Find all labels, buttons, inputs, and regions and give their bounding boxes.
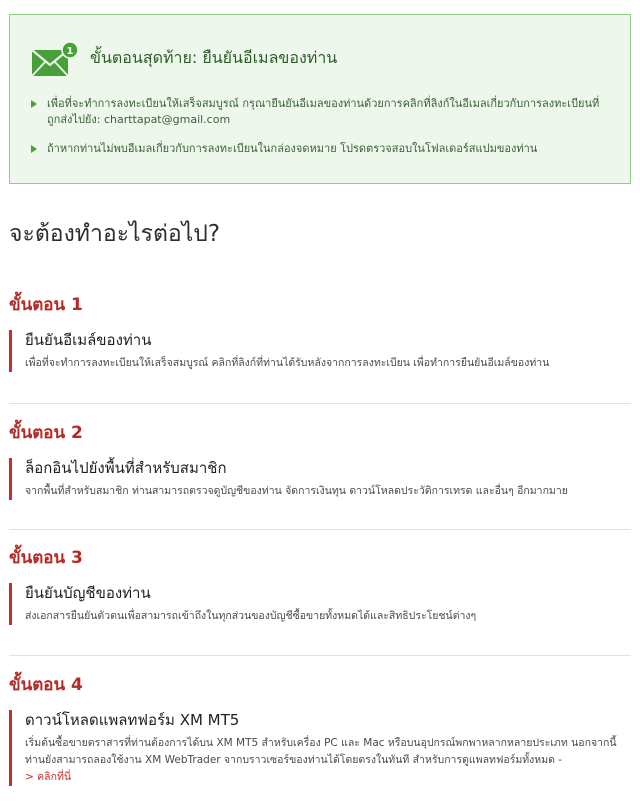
step-label: ขั้นตอน 2 bbox=[9, 423, 83, 443]
step-1 bbox=[9, 294, 631, 369]
step-description: จากพื้นที่สำหรับสมาชิก ท่านสามารถตรวจดูบัญชีของท่าน จัดการเงินทุน ดาวน์โหลดประวัติการเทรด และอื่นๆ อีกมากมาย bbox=[25, 485, 568, 497]
step-title: ล็อกอินไปยังพื้นที่สำหรับสมาชิก bbox=[25, 459, 227, 477]
step-description-text: เริ่มต้นซื้อขายตราสารที่ท่านต้องการได้บน XM MT5 สำหรับเครื่อง PC และ Mac หรือบนอุปกรณ์พกพาหลากหลายประเภท นอกจากนี้ท่านยังสามารถลองใช้งาน XM WebTrader จากบราวเซอร์ของท่านได้โดยตรงในทันที สำหรับการดูแพลทฟอร์มทั้งหมด - bbox=[25, 737, 617, 766]
step-description: ส่งเอกสารยืนยันตัวตนเพื่อสามารถเข้าถึงในทุกส่วนของบัญชีซื้อขายทั้งหมดได้และสิทธิประโยชน์ต่างๆ bbox=[25, 610, 477, 622]
step-label: ขั้นตอน 1 bbox=[9, 295, 83, 315]
step-body bbox=[9, 710, 631, 786]
triangle-bullet-icon bbox=[31, 145, 37, 153]
step-title: ดาวน์โหลดแพลทฟอร์ม XM MT5 bbox=[25, 711, 240, 729]
next-steps-heading: จะต้องทำอะไรต่อไป? bbox=[9, 221, 221, 247]
step-4 bbox=[9, 674, 631, 783]
step-body bbox=[9, 583, 631, 625]
notice-header bbox=[31, 42, 591, 78]
step-title: ยืนยันบัญชีของท่าน bbox=[25, 584, 151, 602]
step-label: ขั้นตอน 3 bbox=[9, 548, 83, 568]
platforms-link[interactable]: > คลิกที่นี่ bbox=[25, 771, 72, 783]
notice-title: ขั้นตอนสุดท้าย: ยืนยันอีเมลของท่าน bbox=[90, 48, 338, 67]
notice-item-text: ถ้าหากท่านไม่พบอีเมลเกี่ยวกับการลงทะเบียนในกล่องจดหมาย โปรดตรวจสอบในโฟลเดอร์สแปมของท่าน bbox=[47, 142, 538, 155]
step-divider bbox=[9, 403, 631, 404]
notice-item-check-spam bbox=[31, 141, 611, 157]
email-confirmation-notice bbox=[9, 14, 631, 184]
step-title: ยืนยันอีเมล์ของท่าน bbox=[25, 331, 152, 349]
step-divider bbox=[9, 655, 631, 656]
notice-item-text: เพื่อที่จะทำการลงทะเบียนให้เสร็จสมบูรณ์ กรุณายืนยันอีเมลของท่านด้วยการคลิกที่ลิงก์ในอีเมลเกี่ยวกับการลงทะเบียนที่ถูกส่งไปยัง: charttapat@gmail.com bbox=[47, 97, 600, 126]
step-description: เพื่อที่จะทำการลงทะเบียนให้เสร็จสมบูรณ์ คลิกที่ลิงก์ที่ท่านได้รับหลังจากการลงทะเบียน เพื่อทำการยืนยันอีเมล์ของท่าน bbox=[25, 357, 550, 369]
notice-item-confirm-email bbox=[31, 96, 611, 128]
step-label: ขั้นตอน 4 bbox=[9, 675, 83, 695]
step-description bbox=[25, 735, 631, 786]
step-2 bbox=[9, 422, 631, 497]
step-body bbox=[9, 458, 631, 500]
notification-badge: 1 bbox=[66, 46, 74, 57]
step-body bbox=[9, 330, 631, 372]
step-divider bbox=[9, 529, 631, 530]
triangle-bullet-icon bbox=[31, 100, 37, 108]
step-3 bbox=[9, 547, 631, 622]
envelope-notification-icon bbox=[31, 42, 81, 78]
